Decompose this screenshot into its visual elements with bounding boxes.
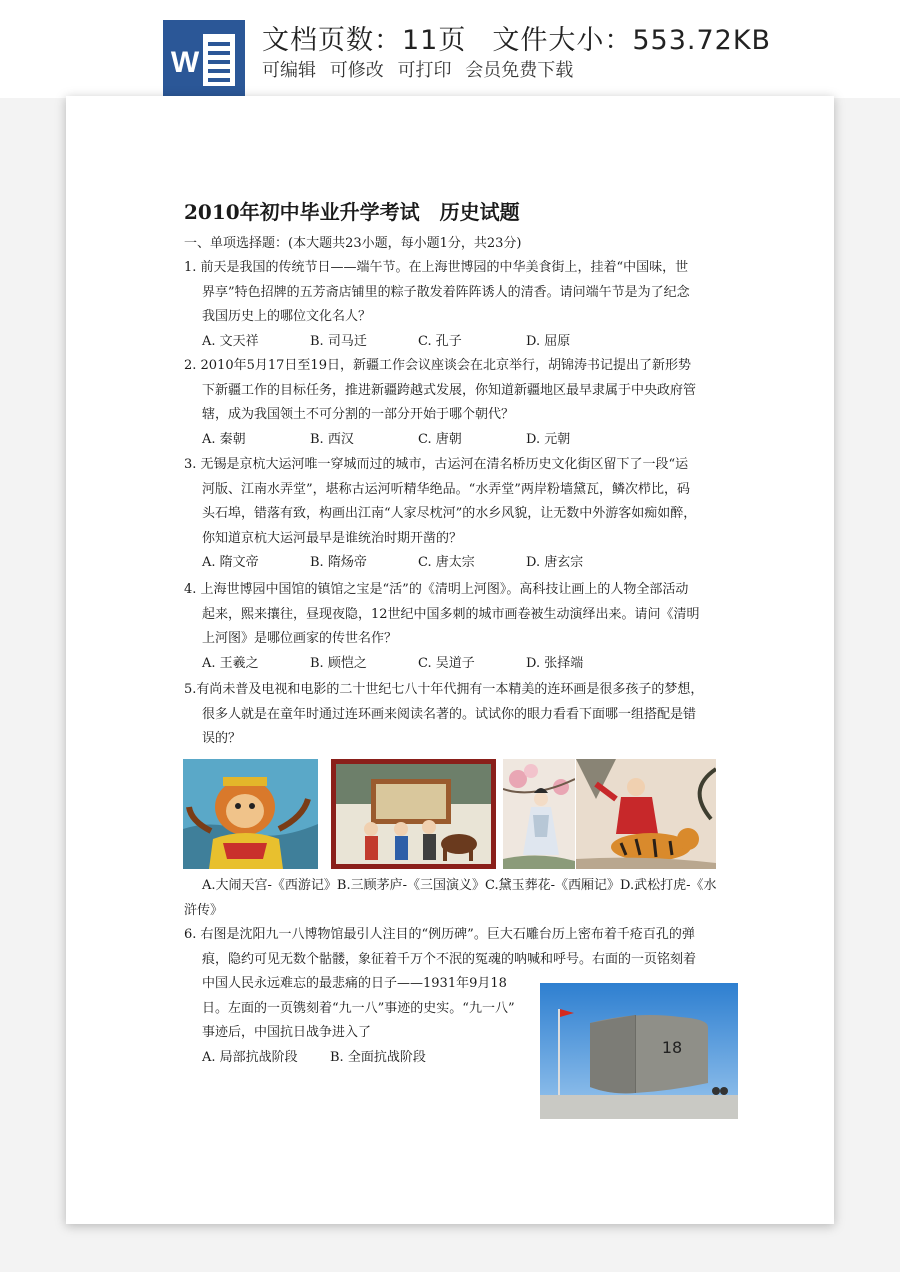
file-size: 文件大小：553.72KB (492, 25, 772, 56)
page-count: 文档页数：11页 (262, 25, 467, 56)
option-d: D. 张择端 (526, 655, 584, 671)
question-text: 1. 前天是我国的传统节日——端午节。在上海世博园的中华美食街上，挂着“中国味，世 (184, 260, 689, 275)
question-2 (184, 354, 714, 452)
feature-list (262, 56, 581, 82)
section-heading: 一、单项选择题：(本大题共23小题，每小题1分，共23分) (184, 236, 522, 251)
question-text: 起来，熙来攘往，昼现夜隐，12世纪中国多刺的城市画卷被生动演绎出来。请问《清明 (202, 606, 700, 622)
option-d: D. 屈原 (526, 333, 571, 349)
option-b: B. 顾恺之 (310, 655, 367, 671)
question-text: 2. 2010年5月17日至19日，新疆工作会议座谈会在北京举行，胡锦涛书记提出了新形势 (184, 358, 691, 373)
question-text: 中国人民永远难忘的最悲痛的日子——1931年9月18 (202, 976, 507, 991)
question-text: 痕，隐约可见无数个骷髅，象征着千万个不泯的冤魂的呐喊和呼号。右面的一页铭刻着 (202, 951, 697, 967)
word-document-icon (163, 20, 245, 98)
burying-flowers-illustration (503, 759, 575, 869)
question-text: 4. 上海世博园中国馆的镇馆之宝是“活”的《清明上河图》。高科技让画上的人物全部活动 (184, 582, 689, 597)
document-page (66, 96, 834, 1224)
monument-number: 18 (661, 1038, 683, 1057)
question-text: 日。左面的一页镌刻着“九一八”事迹的史实。“九一八” (202, 1000, 515, 1016)
question-1 (184, 256, 714, 354)
question-text: 3. 无锡是京杭大运河唯一穿城而过的城市，古运河在清名桥历史文化街区留下了一段“运 (184, 457, 689, 472)
option-c: C. 唐太宗 (418, 555, 475, 570)
answer-options (184, 428, 714, 453)
option-c: C. 吴道子 (418, 655, 475, 671)
tiger-fight-illustration (576, 759, 716, 869)
three-visits-illustration (331, 759, 496, 869)
answer-options (184, 652, 714, 677)
option-c: C. 唐朝 (418, 431, 462, 447)
option-b: B. 隋炀帝 (310, 555, 367, 570)
answer-options: 浒传》 (184, 902, 224, 918)
question-text: 我国历史上的哪位文化名人？ (202, 309, 372, 324)
option-a: A. 文天祥 (202, 333, 259, 349)
question-text: 界享”特色招牌的五芳斋店铺里的粽子散发着阵阵诱人的清香。请问端午节是为了纪念 (202, 284, 690, 300)
feature-printable: 可打印 (397, 60, 452, 81)
doc-meta (262, 18, 797, 57)
download-banner (0, 0, 900, 98)
question-text: 头石埠，错落有致，构画出江南“人家尽枕河”的水乡风貌，让无数中外游客如痴如醉， (202, 506, 697, 521)
option-b: B. 西汉 (310, 431, 354, 447)
question-text: 6. 右图是沈阳九一八博物馆最引人注目的“例历碑”。巨大石雕台历上密布着千疮百孔的弹 (184, 927, 695, 942)
feature-member-download: 会员免费下载 (465, 60, 574, 81)
option-a: A. 秦朝 (202, 431, 246, 447)
svg-text:W: W (170, 46, 200, 79)
option-c: C. 孔子 (418, 333, 462, 349)
question-text: 辖，成为我国领土不可分割的一部分开始于哪个朝代？ (202, 407, 515, 422)
question-text: 很多人就是在童年时通过连环画来阅读名著的。试试你的眼力看看下面哪一组搭配是错 (202, 706, 697, 722)
question-text: 上河图》是哪位画家的传世名作？ (202, 631, 398, 646)
answer-options (184, 330, 714, 355)
option-a: A. 隋文帝 (202, 555, 259, 570)
monkey-king-illustration (183, 759, 318, 869)
question-text: 河版、江南水弄堂”，堪称古运河听精华绝品。“水弄堂”两岸粉墙黛瓦，鳞次栉比，码 (202, 481, 690, 497)
option-d: D. 唐玄宗 (526, 555, 584, 570)
question-5-answers (184, 874, 717, 923)
feature-editable: 可编辑 (262, 60, 316, 81)
answer-options: A.大闹天宫-《西游记》B.三顾茅庐-《三国演义》C.黛玉葬花-《西厢记》D.武松打虎-《水 (202, 878, 717, 893)
option-b: B. 司马迁 (310, 333, 367, 349)
comic-illustrations (183, 759, 716, 869)
question-text: 事迹后，中国抗日战争进入了 (202, 1025, 372, 1040)
question-3 (184, 453, 714, 576)
answer-options (184, 551, 714, 576)
question-text: 你知道京杭大运河最早是谁统治时期开凿的？ (202, 530, 463, 546)
question-text: 5.有尚未普及电视和电影的二十世纪七八十年代拥有一本精美的连环画是很多孩子的梦想， (184, 682, 704, 697)
option-a: A. 局部抗战阶段 (202, 1049, 298, 1065)
page-title: 2010年初中毕业升学考试 历史试题 (184, 200, 520, 224)
question-4 (184, 578, 714, 676)
question-text: 误的？ (202, 731, 242, 746)
option-a: A. 王羲之 (202, 655, 259, 671)
option-b: B. 全面抗战阶段 (330, 1049, 426, 1065)
question-5 (184, 678, 714, 752)
monument-photo (540, 983, 738, 1119)
option-d: D. 元朝 (526, 431, 571, 447)
feature-modifiable: 可修改 (329, 60, 384, 81)
question-text: 下新疆工作的目标任务，推进新疆跨越式发展，你知道新疆地区最早隶属于中央政府管 (202, 382, 697, 398)
